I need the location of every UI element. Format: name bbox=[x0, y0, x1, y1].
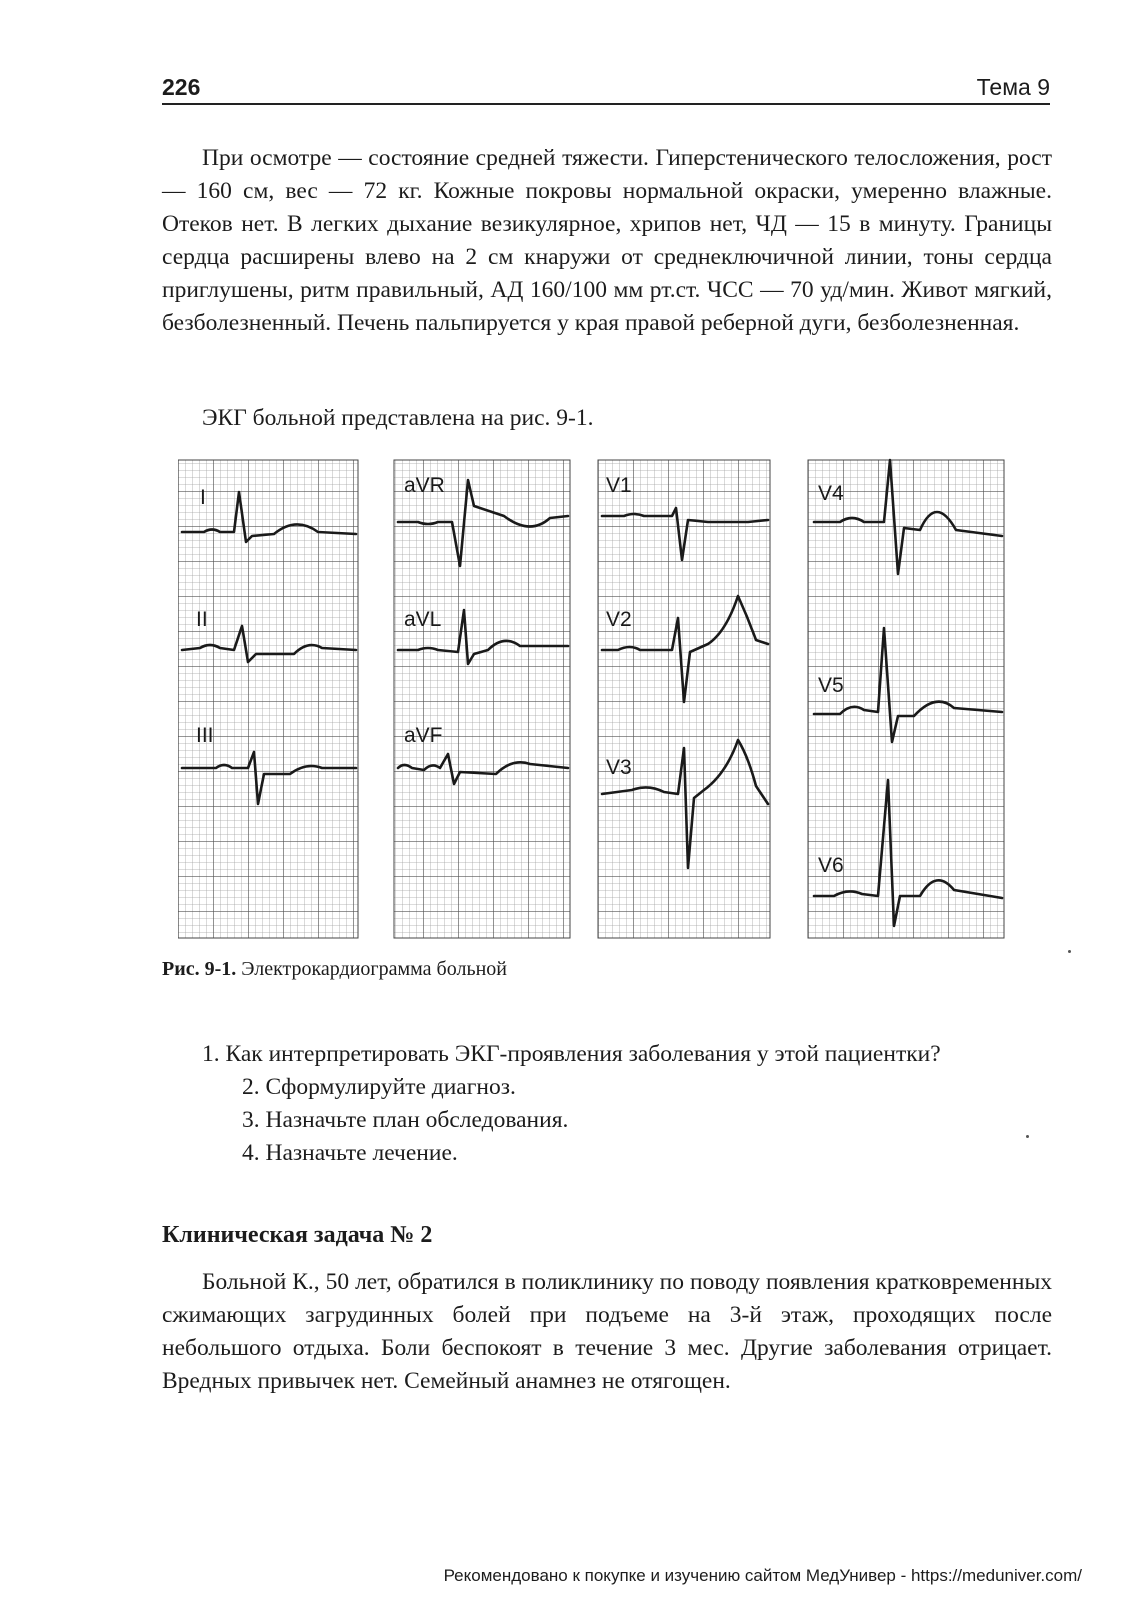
body-text bbox=[162, 1266, 1052, 1398]
lead-label-avr: aVR bbox=[404, 474, 445, 497]
lead-label-v1: V1 bbox=[606, 474, 632, 497]
lead-label-v3: V3 bbox=[606, 756, 632, 779]
question-item: 1. Как интерпретировать ЭКГ-проявления заболевания у этой пациентки? bbox=[202, 1041, 941, 1067]
lead-label-v6: V6 bbox=[818, 854, 844, 877]
caption-text: Электрокардиограмма больной bbox=[236, 958, 507, 980]
scan-speck bbox=[1068, 950, 1071, 953]
lead-label-v4: V4 bbox=[818, 482, 844, 505]
figure-caption bbox=[162, 958, 507, 981]
ecg-figure bbox=[178, 456, 1006, 940]
paragraph-case-2: Больной К., 50 лет, обратился в поликлинику по поводу появления кратковременных сжимающих загрудинных болей при подъеме на 3-й этаж, проходящих после небольшого отдыха. Боли беспокоят в течение 3 мес. Другие заболевания отрицает. Вредных привычек нет. Семейный анамнез не отягощен. bbox=[162, 1269, 1052, 1394]
lead-label-iii: III bbox=[196, 724, 214, 747]
paragraph-exam: При осмотре — состояние средней тяжести. Гиперстенического телосложения, рост — 160 см, вес — 72 кг. Кожные покровы нормальной окраски, умеренно влажные. Отеков нет. В легких дыхание везикулярное, хрипов нет, ЧД — 15 в минуту. Границы сердца расширены влево на 2 см кнаружи от среднеключичной линии, тоны сердца приглушены, ритм правильный, АД 160/100 мм рт.ст. ЧСС — 70 уд/мин. Живот мягкий, безболезненный. Печень пальпируется у края правой реберной дуги, безболезненная. bbox=[162, 145, 1052, 336]
scan-speck bbox=[1026, 1135, 1029, 1138]
ecg-panel-augmented bbox=[394, 460, 570, 938]
lead-label-i: I bbox=[200, 486, 206, 509]
page-number: 226 bbox=[162, 74, 201, 100]
section-title: Клиническая задача № 2 bbox=[162, 1222, 433, 1248]
running-head: Тема 9 bbox=[976, 74, 1050, 100]
caption-label: Рис. 9-1. bbox=[162, 958, 237, 980]
lead-label-avf: aVF bbox=[404, 724, 443, 747]
lead-label-avl: aVL bbox=[404, 608, 442, 631]
questions-list bbox=[162, 1038, 1052, 1170]
body-text bbox=[162, 142, 1052, 340]
question-item: 2. Сформулируйте диагноз. bbox=[242, 1074, 516, 1100]
ecg-chart bbox=[178, 456, 1006, 940]
paragraph-ecg-reference: ЭКГ больной представлена на рис. 9-1. bbox=[202, 405, 594, 431]
lead-label-ii: II bbox=[196, 608, 208, 631]
lead-label-v2: V2 bbox=[606, 608, 632, 631]
header-rule bbox=[162, 103, 1050, 105]
body-text bbox=[162, 402, 1052, 435]
question-item: 4. Назначьте лечение. bbox=[242, 1140, 458, 1166]
question-item: 3. Назначьте план обследования. bbox=[242, 1107, 569, 1133]
footer-note: Рекомендовано к покупке и изучению сайтом МедУнивер - https://meduniver.com/ bbox=[443, 1566, 1082, 1585]
lead-label-v5: V5 bbox=[818, 674, 844, 697]
